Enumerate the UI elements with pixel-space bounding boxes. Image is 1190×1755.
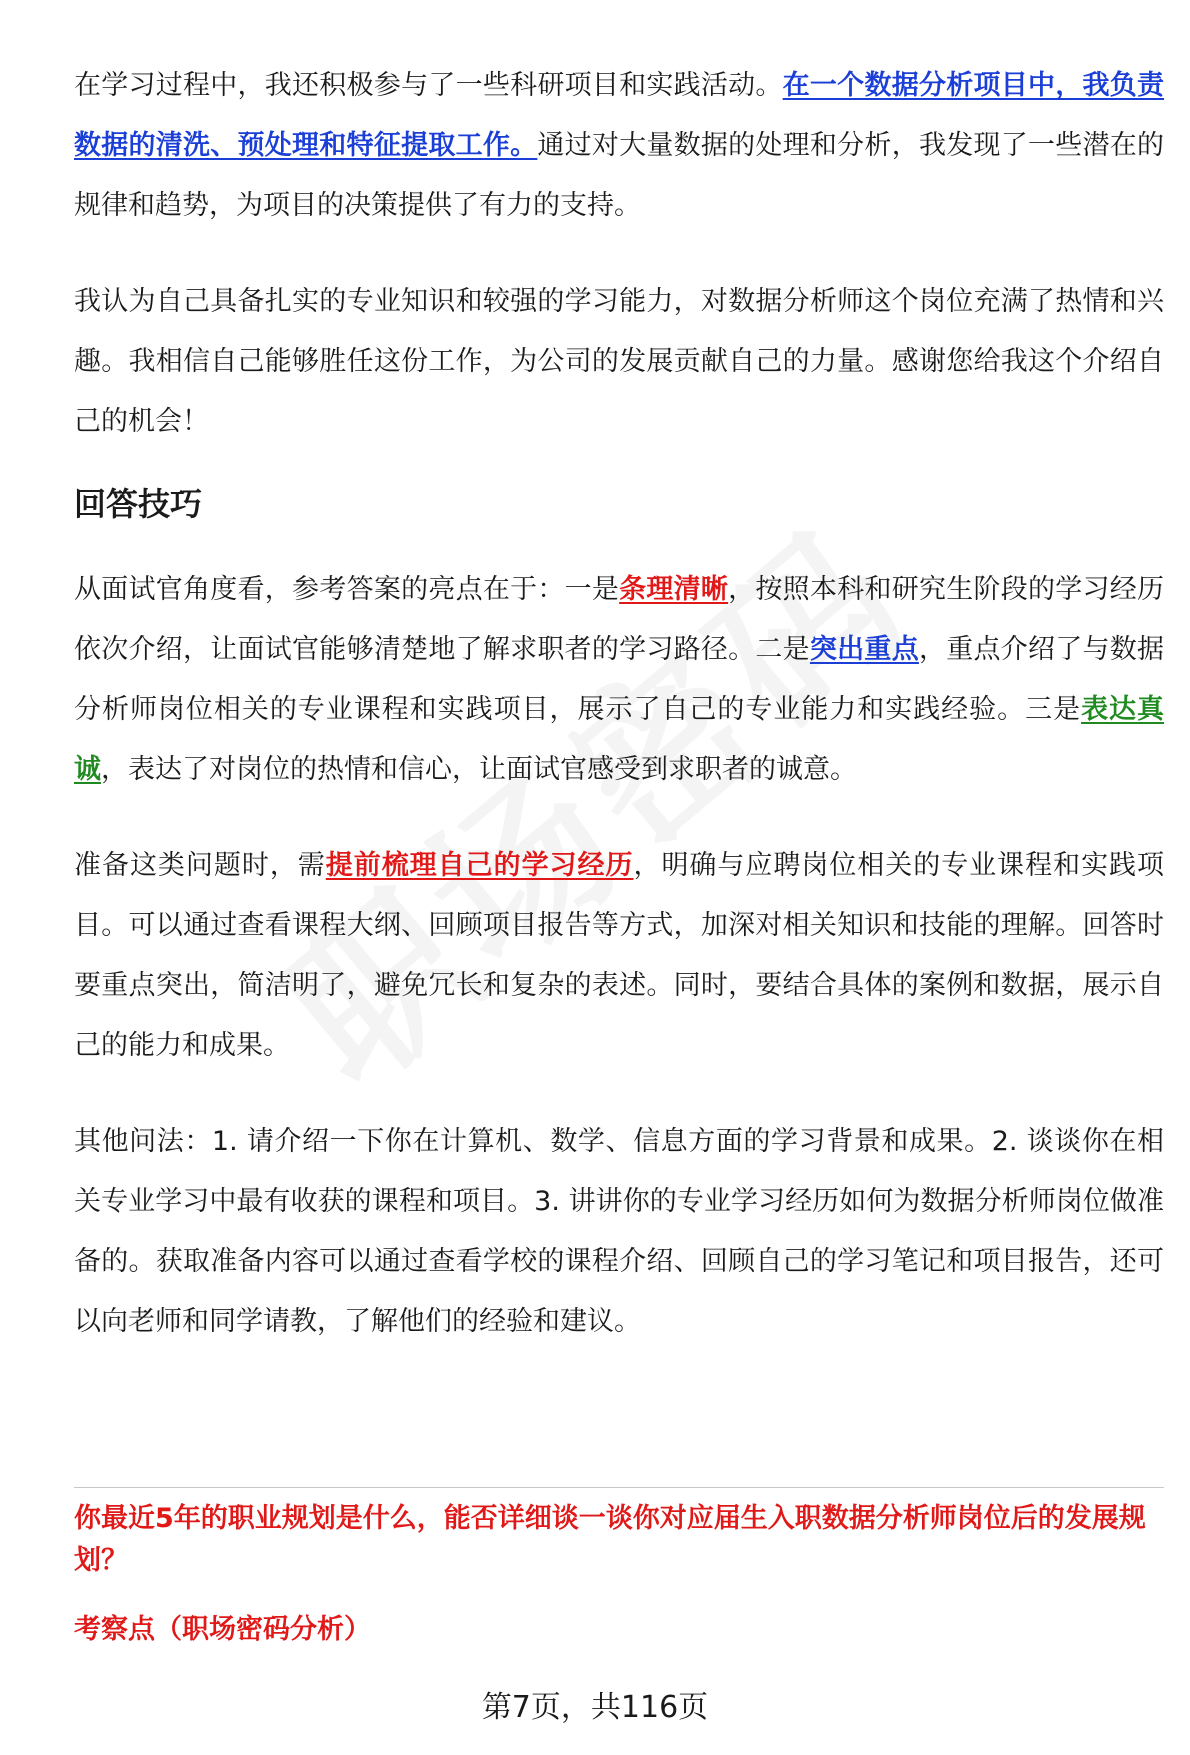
highlight-review-experience: 提前梳理自己的学习经历 [325,850,634,881]
highlight-sincere: 表达真诚 [74,694,1165,785]
paragraph-preparation [74,836,1164,1076]
paragraph-self-assessment: 我认为自己具备扎实的专业知识和较强的学习能力，对数据分析师这个岗位充满了热情和兴趣。我相信自己能够胜任这份工作，为公司的发展贡献自己的力量。感谢您给我这个介绍自己的机会！ [74,286,1164,437]
assessment-point-label: 考察点（职场密码分析） [74,1614,371,1645]
paragraph-other-questions: 其他问法：1. 请介绍一下你在计算机、数学、信息方面的学习背景和成果。2. 谈谈你在相关专业学习中最有收获的课程和项目。3. 讲讲你的专业学习经历如何为数据分析师岗位做准备的。获取准备内容可以通过查看学校的课程介绍、回顾自己的学习笔记和项目报告，还可以向老师和同学请教，了解他们的经验和建议。 [74,1126,1164,1337]
para3-text-3: ，重点介绍了与数据分析师岗位相关的专业课程和实践项目，展示了自己的专业能力和实践经验。三是 [74,634,1165,725]
para3-text-2: ，按照本科和研究生阶段的学习经历依次介绍，让面试官能够清楚地了解求职者的学习路径。二是 [74,574,1165,665]
content-body [74,56,1164,1352]
highlight-logic-clear: 条理清晰 [619,574,729,605]
highlight-focus: 突出重点 [809,634,919,665]
para4-text-2: ，明确与应聘岗位相关的专业课程和实践项目。可以通过查看课程大纲、回顾项目报告等方式，加深对相关知识和技能的理解。回答时要重点突出，简洁明了，避免冗长和复杂的表述。同时，要结合具体的案例和数据，展示自己的能力和成果。 [74,850,1165,1061]
page-number-footer: 第7页，共116页 [481,1690,709,1725]
para3-text-4: ，表达了对岗位的热情和信心，让面试官感受到求职者的诚意。 [101,754,857,785]
paragraph-research-projects [74,56,1164,236]
para1-text-a: 在学习过程中，我还积极参与了一些科研项目和实践活动。 [74,70,783,101]
highlight-link-data-project[interactable]: 在一个数据分析项目中，我负责数据的清洗、预处理和特征提取工作。 [74,70,1165,161]
next-question-title: 你最近5年的职业规划是什么，能否详细谈一谈你对应届生入职数据分析师岗位后的发展规划？ [74,1503,1146,1576]
section-divider [74,1487,1164,1488]
para3-text-1: 从面试官角度看，参考答案的亮点在于：一是 [74,574,620,605]
paragraph-interviewer-view [74,560,1164,800]
section-title: 回答技巧 [74,485,203,523]
para4-text-1: 准备这类问题时，需 [74,850,326,881]
para1-text-b: 通过对大量数据的处理和分析，我发现了一些潜在的规律和趋势，为项目的决策提供了有力的支持。 [74,130,1164,221]
